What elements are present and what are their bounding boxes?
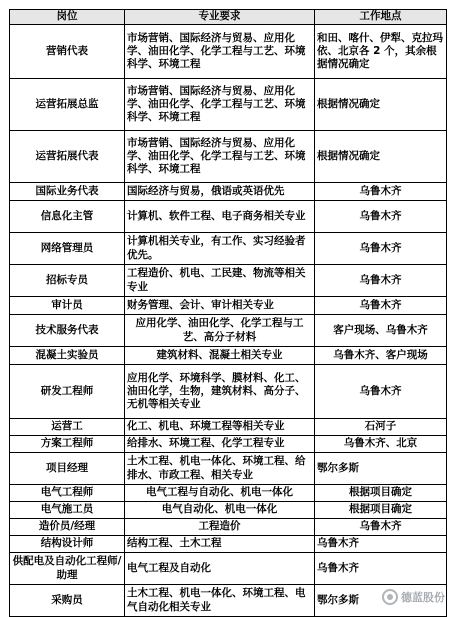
requirement-cell: 国际经济与贸易，俄语或英语优先 <box>125 183 315 201</box>
position-cell: 招标专员 <box>10 265 125 297</box>
position-cell: 电气工程师 <box>10 485 125 502</box>
position-cell: 运营拓展总监 <box>10 79 125 131</box>
requirement-cell: 市场营销、国际经济与贸易、应用化学、油田化学、化学工程与工艺、环境科学、环境工程 <box>125 79 315 131</box>
location-cell: 乌鲁木齐 <box>315 297 447 315</box>
position-cell: 国际业务代表 <box>10 183 125 201</box>
requirement-cell: 电气工程及自动化 <box>125 553 315 585</box>
location-cell: 根据情况确定 <box>315 131 447 183</box>
table-row <box>10 233 447 265</box>
header-position: 岗位 <box>10 10 125 25</box>
table-row <box>10 201 447 233</box>
requirement-cell: 应用化学、环境科学、膜材料、化工、油田化学，生物，建筑材料、高分子、无机等相关专业 <box>125 365 315 419</box>
location-cell: 鄂尔多斯 <box>315 585 447 617</box>
position-cell: 营销代表 <box>10 25 125 79</box>
location-cell: 乌鲁木齐 <box>315 536 447 553</box>
position-cell: 混凝土实验员 <box>10 347 125 365</box>
table-row <box>10 519 447 536</box>
position-cell: 审计员 <box>10 297 125 315</box>
requirement-cell: 给排水、环境工程、化学工程专业 <box>125 436 315 453</box>
table-row <box>10 536 447 553</box>
watermark <box>382 589 445 605</box>
table-row <box>10 419 447 436</box>
location-cell: 乌鲁木齐 <box>315 265 447 297</box>
location-cell: 乌鲁木齐 <box>315 553 447 585</box>
requirement-cell: 建筑材料、混凝土相关专业 <box>125 347 315 365</box>
watermark-text: 德蓝股份 <box>401 591 445 604</box>
table-row <box>10 502 447 519</box>
requirement-cell: 财务管理、会计、审计相关专业 <box>125 297 315 315</box>
position-cell: 技术服务代表 <box>10 315 125 347</box>
location-cell: 乌鲁木齐 <box>315 201 447 233</box>
location-cell: 和田、喀什、伊犁、克拉玛依、北京各 2 个，其余根据情况确定 <box>315 25 447 79</box>
position-cell: 结构设计师 <box>10 536 125 553</box>
requirement-cell: 计算机、软件工程、电子商务相关专业 <box>125 201 315 233</box>
position-cell: 研发工程师 <box>10 365 125 419</box>
position-cell: 网络管理员 <box>10 233 125 265</box>
position-cell: 项目经理 <box>10 453 125 485</box>
location-cell: 乌鲁木齐 <box>315 233 447 265</box>
location-cell: 乌鲁木齐 <box>315 365 447 419</box>
table-row <box>10 315 447 347</box>
requirement-cell: 市场营销、国际经济与贸易、应用化学、油田化学、化学工程与工艺、环境科学、环境工程 <box>125 131 315 183</box>
table-row <box>10 436 447 453</box>
table-row <box>10 347 447 365</box>
location-cell: 乌鲁木齐、客户现场 <box>315 347 447 365</box>
table-row <box>10 183 447 201</box>
position-cell: 运营拓展代表 <box>10 131 125 183</box>
requirement-cell: 土木工程、机电一体化、环境工程、电气自动化相关专业 <box>125 585 315 617</box>
requirement-cell: 结构工程、土木工程 <box>125 536 315 553</box>
position-cell: 方案工程师 <box>10 436 125 453</box>
location-cell: 客户现场、乌鲁木齐 <box>315 315 447 347</box>
position-cell: 电气施工员 <box>10 502 125 519</box>
header-row <box>10 10 447 25</box>
requirement-cell: 应用化学、油田化学、化学工程与工艺、高分子材料 <box>125 315 315 347</box>
requirement-cell: 工程造价、机电、工民建、物流等相关专业 <box>125 265 315 297</box>
brand-logo-icon <box>382 589 398 605</box>
table-row <box>10 585 447 617</box>
requirement-cell: 土木工程、机电一体化、环境工程、给排水、市政工程、相关专业 <box>125 453 315 485</box>
table-row <box>10 131 447 183</box>
position-cell: 采购员 <box>10 585 125 617</box>
table-row <box>10 453 447 485</box>
table-row <box>10 553 447 585</box>
table-row <box>10 297 447 315</box>
position-cell: 信息化主管 <box>10 201 125 233</box>
position-cell: 供配电及自动化工程师/助理 <box>10 553 125 585</box>
table-row <box>10 25 447 79</box>
header-requirement: 专业要求 <box>125 10 315 25</box>
location-cell: 根据情况确定 <box>315 79 447 131</box>
table-row <box>10 485 447 502</box>
requirement-cell: 计算机相关专业，有工作、实习经验者优先。 <box>125 233 315 265</box>
location-cell: 乌鲁木齐 <box>315 183 447 201</box>
location-cell: 鄂尔多斯 <box>315 453 447 485</box>
table-row <box>10 265 447 297</box>
location-cell: 根据项目确定 <box>315 485 447 502</box>
requirement-cell: 市场营销、国际经济与贸易、应用化学、油田化学、化学工程与工艺、环境科学、环境工程 <box>125 25 315 79</box>
requirement-cell: 工程造价 <box>125 519 315 536</box>
location-cell: 石河子 <box>315 419 447 436</box>
location-cell: 根据项目确定 <box>315 502 447 519</box>
table-row <box>10 365 447 419</box>
location-cell: 乌鲁木齐、北京 <box>315 436 447 453</box>
table-row <box>10 79 447 131</box>
requirement-cell: 化工、机电、环境工程等相关专业 <box>125 419 315 436</box>
position-cell: 造价员/经理 <box>10 519 125 536</box>
location-cell: 乌鲁木齐 <box>315 519 447 536</box>
position-cell: 运营工 <box>10 419 125 436</box>
requirement-cell: 电气自动化、机电一体化 <box>125 502 315 519</box>
header-location: 工作地点 <box>315 10 447 25</box>
requirement-cell: 电气工程与自动化、机电一体化 <box>125 485 315 502</box>
recruitment-table <box>9 9 447 617</box>
